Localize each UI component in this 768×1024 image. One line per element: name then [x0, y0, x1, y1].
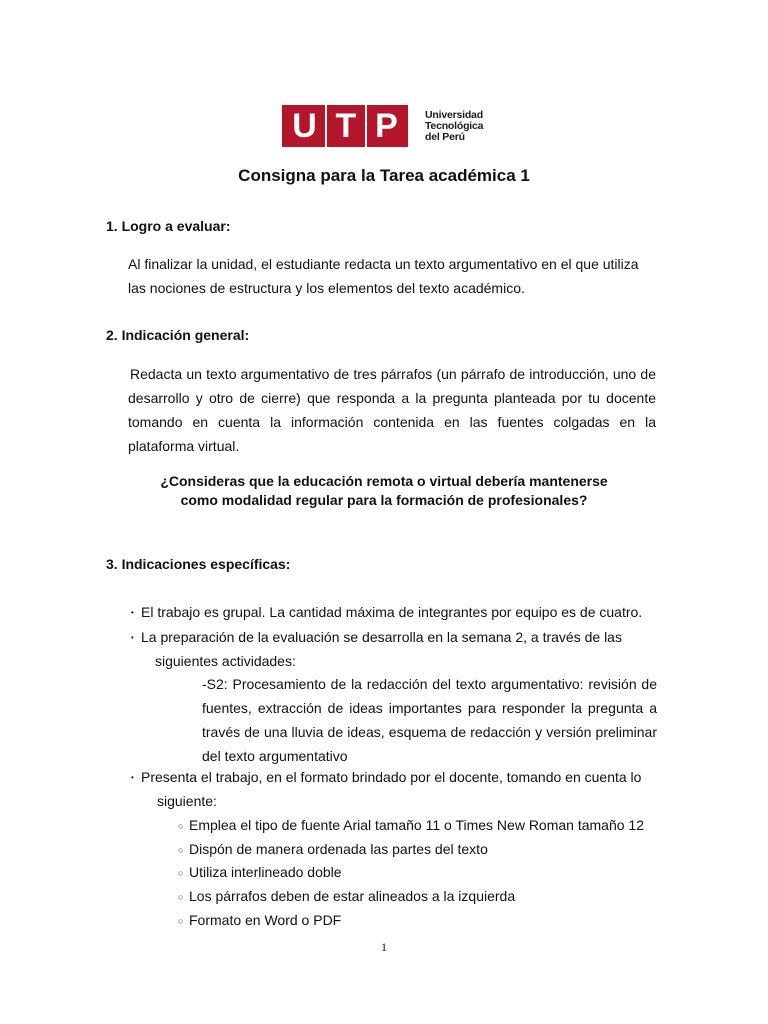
guiding-question: [0, 472, 768, 510]
logo-letter-p: P: [375, 107, 398, 145]
sub-list-item: [178, 884, 515, 909]
sub-list-item: [178, 837, 488, 862]
list-item-text: El trabajo es grupal. La cantidad máxima de integrantes por equipo es de cuatro.: [141, 604, 643, 620]
page-number: 1: [381, 940, 387, 954]
logo-wordmark: [425, 110, 483, 143]
circle-bullet-icon: ○: [178, 868, 184, 879]
list-item: [131, 625, 622, 650]
bullet-icon: •: [131, 773, 134, 783]
list-item-continuation: siguientes actividades:: [155, 653, 296, 669]
list-item-text: Presenta el trabajo, en el formato brindado por el docente, tomando en cuenta lo: [141, 769, 642, 785]
list-item: [131, 600, 642, 625]
section-heading-indicaciones-especificas: 3. Indicaciones específicas:: [106, 556, 291, 572]
section-indicacion-general-text: Redacta un texto argumentativo de tres párrafos (un párrafo de introducción, uno de desarrollo y otro de cierre) que responda a la pregunta planteada por tu docente tomando en cuenta la información contenida en las fuentes colgadas en la plataforma virtual.: [128, 366, 656, 454]
section-heading-indicacion-general: 2. Indicación general:: [106, 327, 250, 343]
sub-list-item-text: Dispón de manera ordenada las partes del texto: [189, 841, 488, 857]
logo-text-line: Universidad: [425, 108, 483, 121]
list-item-continuation: siguiente:: [157, 793, 217, 809]
logo-letter-u: U: [292, 107, 317, 145]
sub-list-item-text: Los párrafos deben de estar alineados a la izquierda: [189, 888, 516, 904]
bullet-icon: •: [131, 608, 134, 618]
sub-list-item: [178, 813, 644, 838]
circle-bullet-icon: ○: [178, 916, 184, 927]
sub-list-item: [178, 908, 341, 933]
circle-bullet-icon: ○: [178, 821, 184, 832]
section-heading-logro: 1. Logro a evaluar:: [106, 218, 231, 234]
logo-separator: [365, 105, 367, 147]
logo-letter-t: T: [335, 107, 357, 145]
logo-text-line: del Perú: [425, 130, 465, 143]
sub-list-item: [178, 860, 342, 885]
utp-logo-mark: [282, 105, 408, 147]
activity-description: -S2: Procesamiento de la redacción del texto argumentativo: revisión de fuentes, extracción de ideas importantes para responder la pregunta a través de una lluvia de ideas, esquema de redacción y versión preliminar del texto argumentativo: [202, 676, 657, 764]
list-item-text: La preparación de la evaluación se desarrolla en la semana 2, a través de las: [141, 629, 622, 645]
logo-text-line: Tecnológica: [425, 119, 484, 132]
logo-separator: [325, 105, 327, 147]
sub-list-item-text: Utiliza interlineado doble: [189, 864, 342, 880]
section-logro-text: [128, 252, 668, 300]
bullet-icon: •: [131, 633, 134, 643]
text-line: las nociones de estructura y los elementos del texto académico.: [128, 280, 525, 296]
question-line: ¿Consideras que la educación remota o virtual debería mantenerse: [160, 473, 608, 489]
question-line: como modalidad regular para la formación de profesionales?: [180, 492, 588, 508]
circle-bullet-icon: ○: [178, 845, 184, 856]
sub-list-item-text: Emplea el tipo de fuente Arial tamaño 11 o Times New Roman tamaño 12: [189, 817, 644, 833]
circle-bullet-icon: ○: [178, 892, 184, 903]
sub-list-item-text: Formato en Word o PDF: [189, 912, 342, 928]
text-line: Al finalizar la unidad, el estudiante redacta un texto argumentativo en el que utiliza: [128, 256, 639, 272]
list-item: [131, 765, 641, 790]
utp-logo: [282, 105, 483, 147]
document-title: Consigna para la Tarea académica 1: [238, 166, 530, 185]
